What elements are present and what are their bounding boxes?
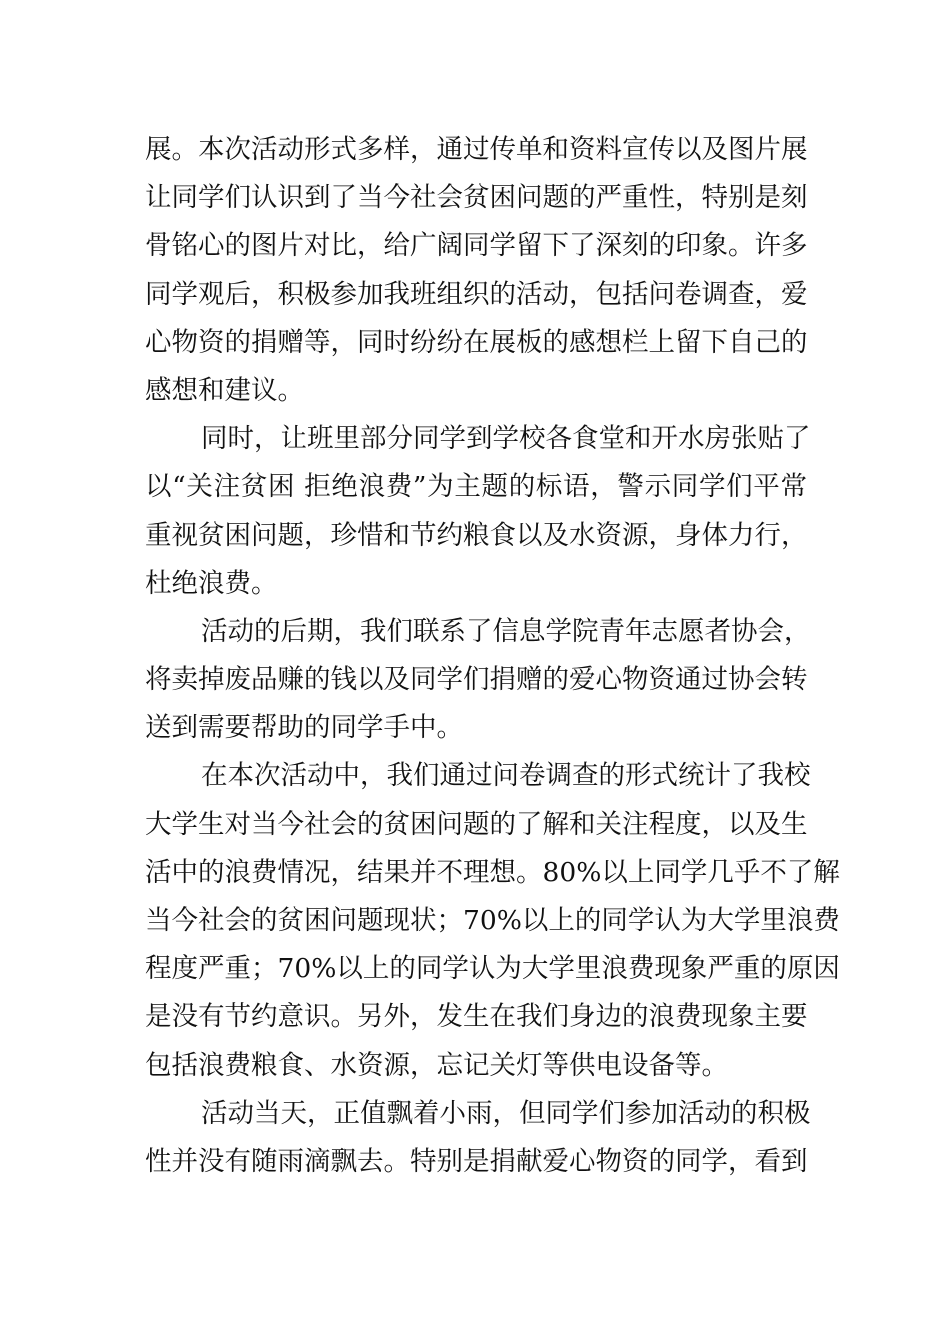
text-line: 程度严重；70%以上的同学认为大学里浪费现象严重的原因: [145, 953, 840, 985]
text-line: 是没有节约意识。另外，发生在我们身边的浪费现象主要: [145, 1001, 808, 1033]
text-line: 重视贫困问题，珍惜和节约粮食以及水资源，身体力行，: [145, 519, 808, 551]
text-line: 性并没有随雨滴飘去。特别是捐献爱心物资的同学，看到: [145, 1145, 808, 1177]
text-line: 包括浪费粮食、水资源，忘记关灯等供电设备等。: [145, 1049, 728, 1081]
text-line: 心物资的捐赠等，同时纷纷在展板的感想栏上留下自己的: [145, 326, 808, 358]
text-line: 以“关注贫困 拒绝浪费”为主题的标语，警示同学们平常: [145, 471, 807, 503]
document-body: [145, 126, 840, 1186]
text-line: 活中的浪费情况，结果并不理想。80%以上同学几乎不了解: [145, 856, 840, 888]
text-line: 展。本次活动形式多样，通过传单和资料宣传以及图片展: [145, 134, 808, 165]
text-line: 送到需要帮助的同学手中。: [145, 712, 463, 744]
text-line: 在本次活动中，我们通过问卷调查的形式统计了我校: [201, 760, 811, 792]
text-line: 杜绝浪费。: [145, 567, 278, 599]
text-line: 活动当天，正值飘着小雨，但同学们参加活动的积极: [201, 1097, 811, 1129]
text-line: 同学观后，积极参加我班组织的活动，包括问卷调查，爱: [145, 278, 808, 310]
text-line: 骨铭心的图片对比，给广阔同学留下了深刻的印象。许多: [145, 230, 808, 262]
text-line: 同时，让班里部分同学到学校各食堂和开水房张贴了: [201, 423, 811, 455]
text-line: 将卖掉废品赚的钱以及同学们捐赠的爱心物资通过协会转: [145, 664, 808, 696]
text-line: 感想和建议。: [145, 374, 304, 406]
text-line: 活动的后期，我们联系了信息学院青年志愿者协会，: [201, 615, 811, 647]
text-line: 当今社会的贫困问题现状；70%以上的同学认为大学里浪费: [145, 905, 840, 936]
text-line: 大学生对当今社会的贫困问题的了解和关注程度，以及生: [145, 808, 808, 840]
text-line: 让同学们认识到了当今社会贫困问题的严重性，特别是刻: [145, 182, 808, 214]
